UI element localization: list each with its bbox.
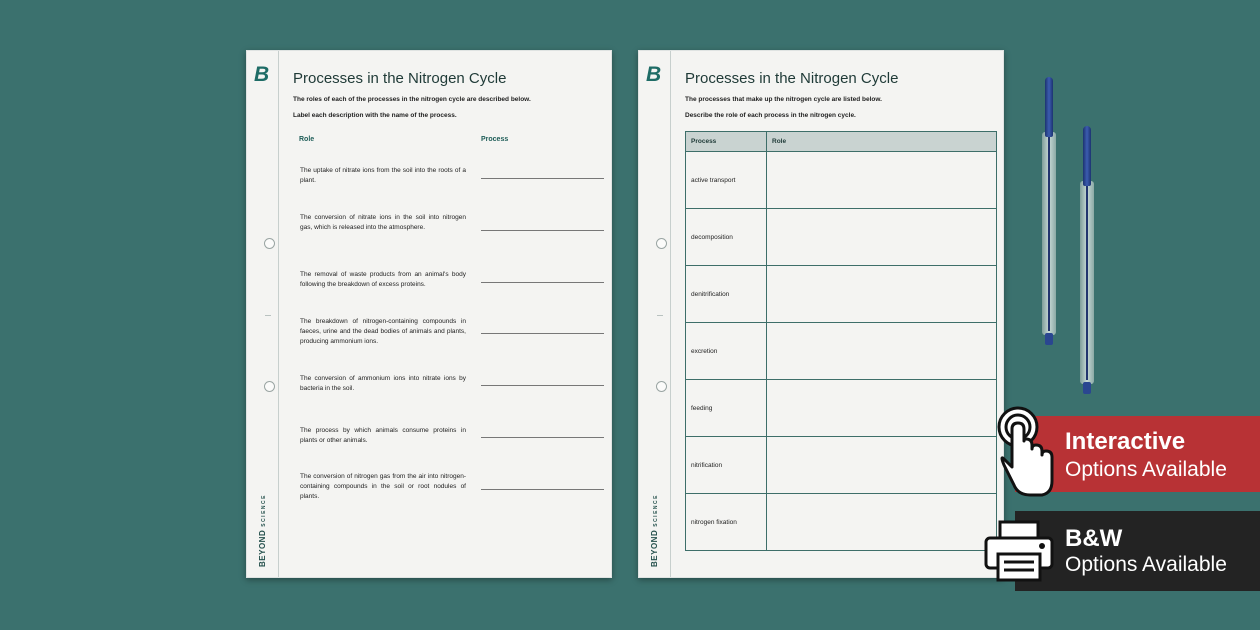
process-table	[685, 131, 997, 551]
page-title: Processes in the Nitrogen Cycle	[685, 70, 899, 87]
answer-line[interactable]	[481, 333, 604, 334]
description-item: The breakdown of nitrogen-containing compounds in faeces, urine and the dead bodies of animals and plants, producing ammonium ions.	[300, 318, 466, 345]
punch-hole	[656, 238, 667, 249]
description-item: The conversion of nitrate ions in the soil into nitrogen gas, which is released into the atmosphere.	[300, 214, 466, 231]
column-header-process: Process	[481, 136, 509, 143]
instruction-1: The processes that make up the nitrogen cycle are listed below.	[685, 96, 882, 103]
role-answer-cell[interactable]	[767, 266, 997, 323]
process-cell: denitrification	[686, 266, 767, 323]
punch-hole	[264, 238, 275, 249]
role-answer-cell[interactable]	[767, 437, 997, 494]
description-item: The removal of waste products from an animal's body following the breakdown of excess proteins.	[300, 271, 466, 288]
answer-line[interactable]	[481, 230, 604, 231]
table-row	[686, 494, 997, 551]
process-cell: feeding	[686, 380, 767, 437]
touch-hand-icon	[996, 405, 1056, 500]
printer-icon	[984, 520, 1054, 582]
brand-vertical: BEYONDSCIENCE	[258, 494, 267, 567]
process-cell: nitrification	[686, 437, 767, 494]
pen-illustration	[1080, 126, 1094, 394]
description-item: The conversion of nitrogen gas from the air into nitrogen-containing compounds in the soil or root nodules of plants.	[300, 473, 466, 500]
answer-line[interactable]	[481, 385, 604, 386]
punch-hole	[264, 381, 275, 392]
page-title: Processes in the Nitrogen Cycle	[293, 70, 507, 87]
beyond-logo: B	[254, 63, 270, 86]
banner-subtitle: Options Available	[1065, 458, 1227, 481]
fold-mark	[657, 315, 663, 316]
answer-line[interactable]	[481, 282, 604, 283]
column-header-process: Process	[686, 132, 767, 152]
instruction-2: Describe the role of each process in the nitrogen cycle.	[685, 112, 856, 119]
table-row	[686, 209, 997, 266]
table-row	[686, 323, 997, 380]
banner-title: Interactive	[1065, 428, 1186, 455]
worksheet-describe-roles	[638, 50, 1004, 578]
beyond-logo: B	[646, 63, 662, 86]
role-answer-cell[interactable]	[767, 209, 997, 266]
role-answer-cell[interactable]	[767, 380, 997, 437]
fold-mark	[265, 315, 271, 316]
table-row	[686, 266, 997, 323]
pen-illustration	[1042, 77, 1056, 345]
table-row	[686, 437, 997, 494]
answer-line[interactable]	[481, 489, 604, 490]
table-row	[686, 152, 997, 209]
answer-line[interactable]	[481, 178, 604, 179]
banner-title: B&W	[1065, 525, 1123, 552]
description-item: The uptake of nitrate ions from the soil into the roots of a plant.	[300, 167, 466, 184]
table-header-row	[686, 132, 997, 152]
instruction-1: The roles of each of the processes in the nitrogen cycle are described below.	[293, 96, 531, 103]
process-cell: decomposition	[686, 209, 767, 266]
process-cell: active transport	[686, 152, 767, 209]
binding-margin	[639, 51, 671, 577]
column-header-role: Role	[299, 136, 315, 143]
table-row	[686, 380, 997, 437]
role-answer-cell[interactable]	[767, 494, 997, 551]
description-item: The process by which animals consume proteins in plants or other animals.	[300, 427, 466, 444]
role-answer-cell[interactable]	[767, 323, 997, 380]
process-cell: nitrogen fixation	[686, 494, 767, 551]
banner-subtitle: Options Available	[1065, 553, 1227, 576]
brand-vertical: BEYONDSCIENCE	[650, 494, 659, 567]
punch-hole	[656, 381, 667, 392]
binding-margin	[247, 51, 279, 577]
description-item: The conversion of ammonium ions into nitrate ions by bacteria in the soil.	[300, 375, 466, 392]
answer-line[interactable]	[481, 437, 604, 438]
instruction-2: Label each description with the name of the process.	[293, 112, 457, 119]
role-answer-cell[interactable]	[767, 152, 997, 209]
column-header-role: Role	[767, 132, 997, 152]
worksheet-label-descriptions	[246, 50, 612, 578]
process-cell: excretion	[686, 323, 767, 380]
